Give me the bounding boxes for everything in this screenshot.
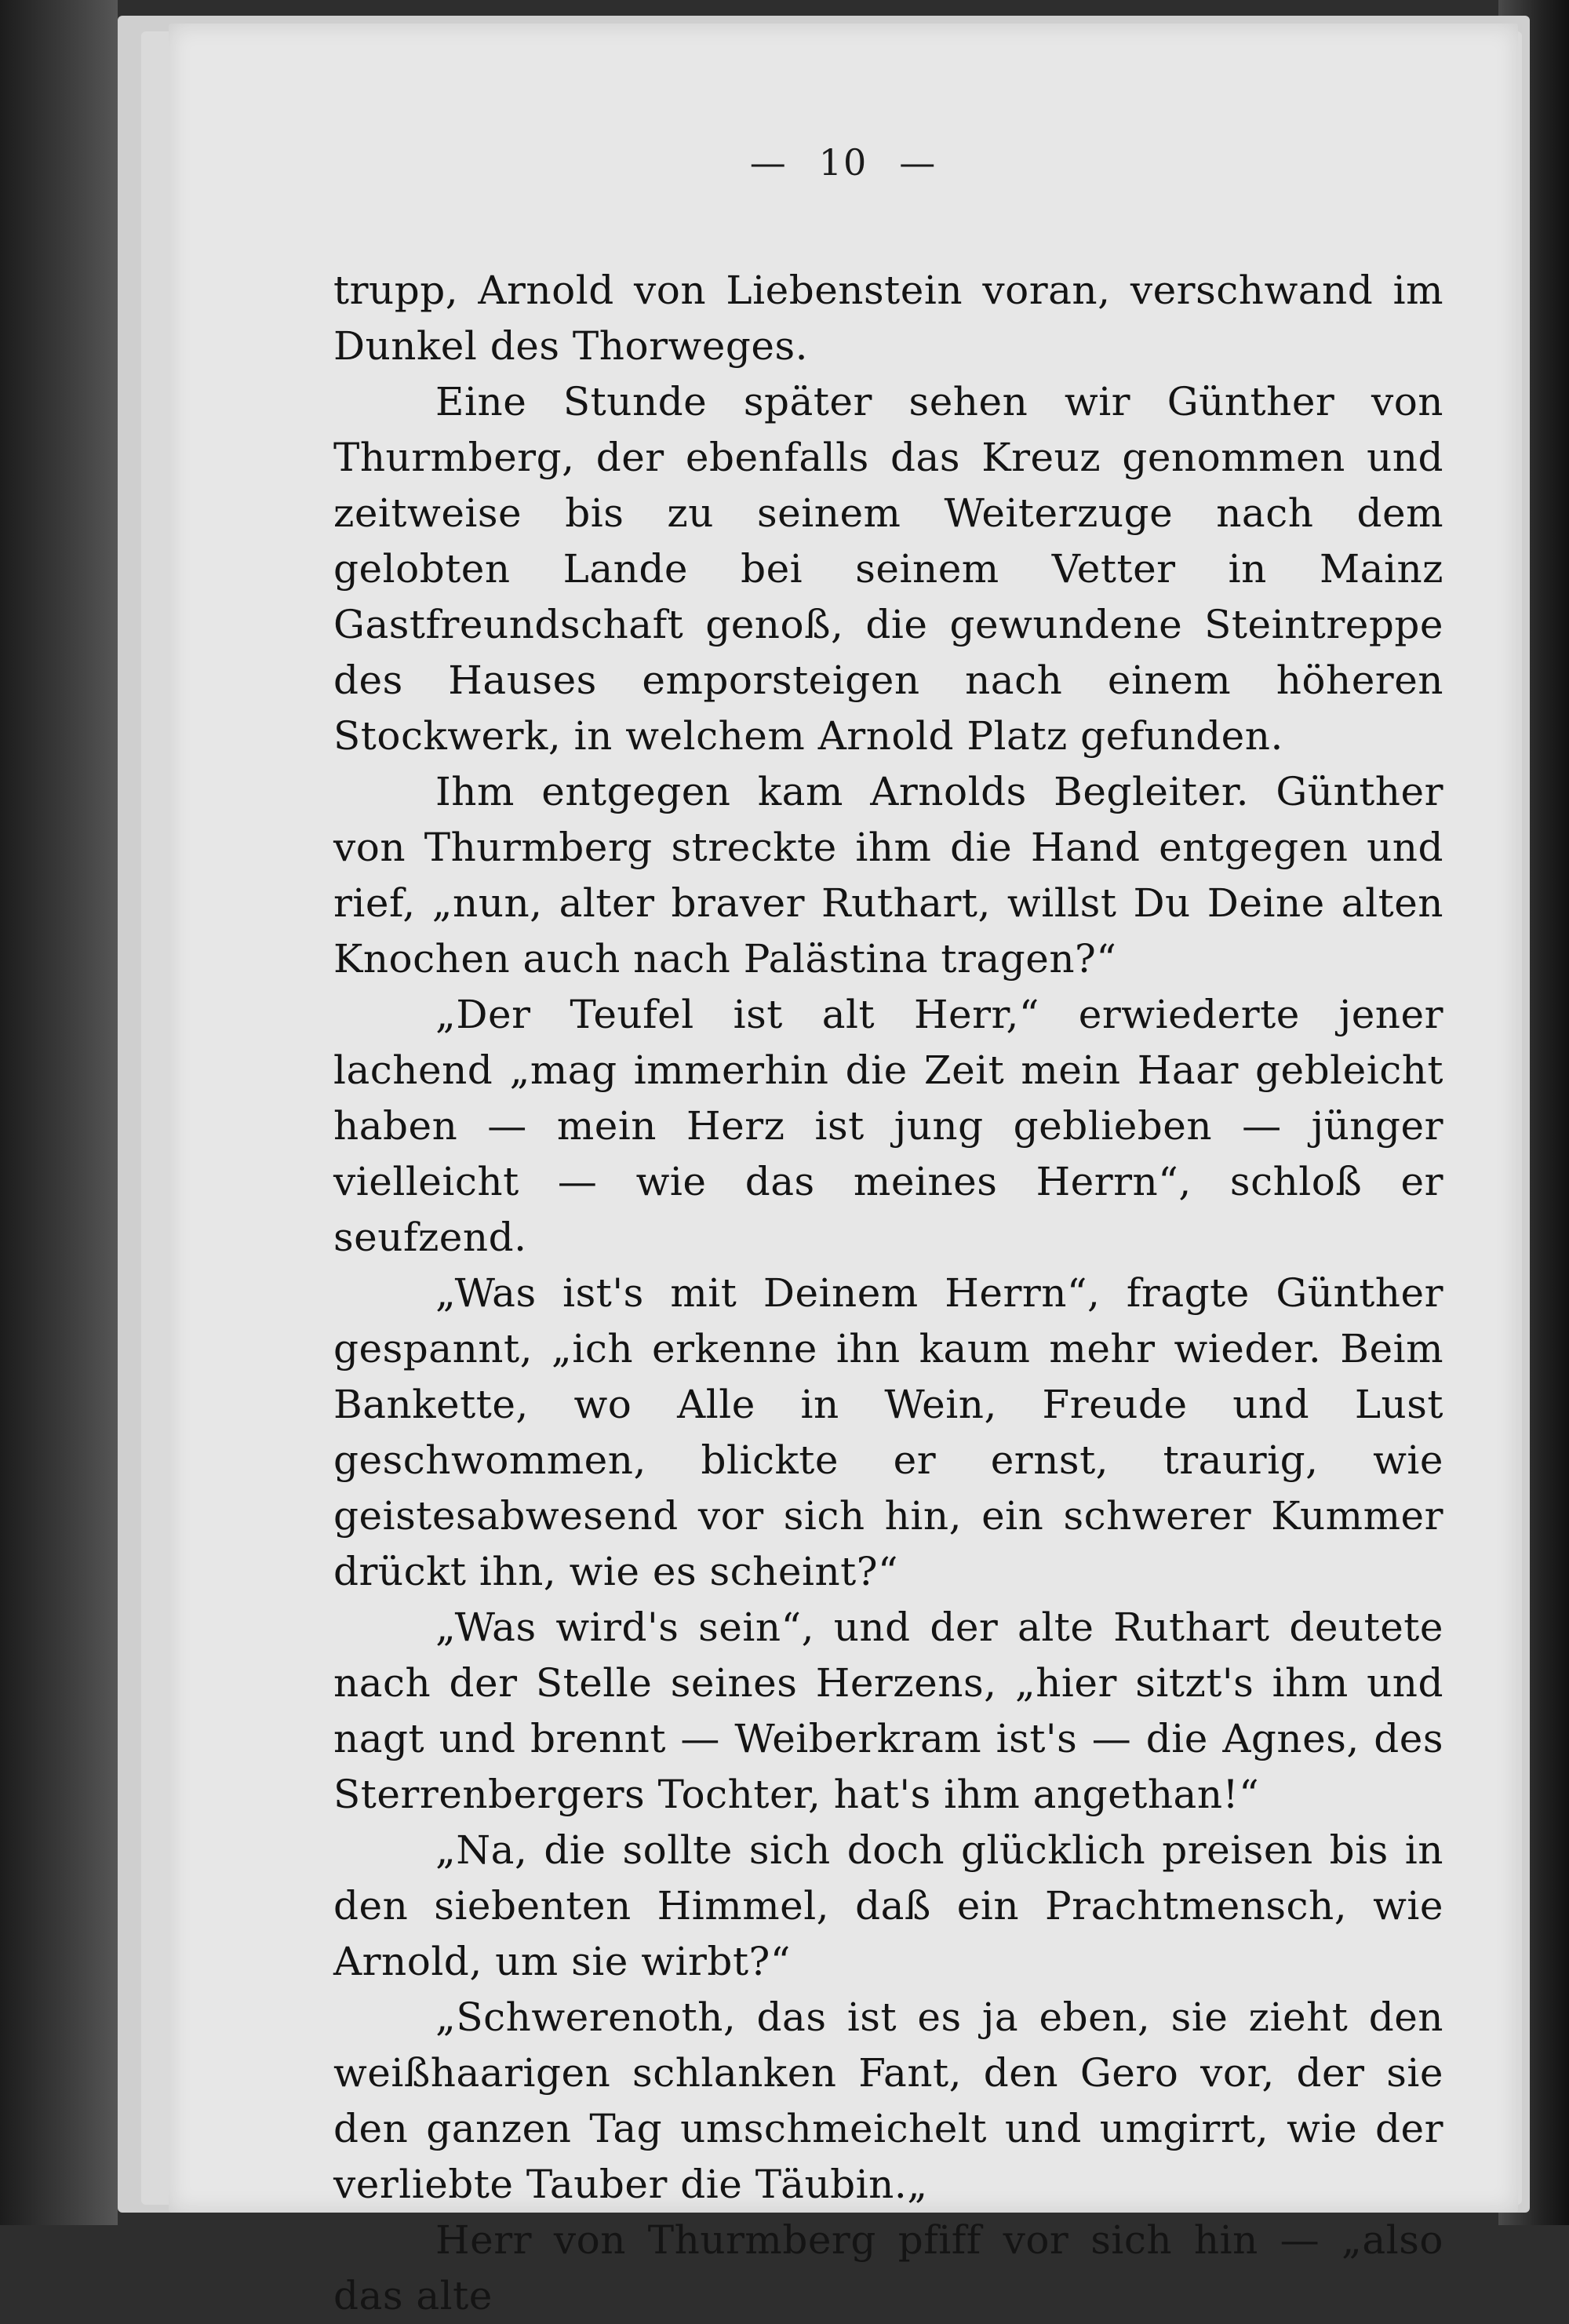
paragraph: „Was wird's sein“, und der alte Ruthart deutete nach der Stelle seines Herzens, „hier sitzt's ihm und nagt und brennt — Weiberkram ist's — die Agnes, des Sterrenbergers Tochter, hat's ihm angethan!“: [333, 1605, 1443, 1817]
paragraph: „Na, die sollte sich doch glücklich preisen bis in den siebenten Himmel, daß ein Prachtmensch, wie Arnold, um sie wirbt?“: [333, 1827, 1443, 1984]
page-number: [169, 141, 1518, 184]
page-number-dash-left: —: [749, 141, 788, 184]
page-number-value: 10: [818, 141, 868, 184]
body-text: [333, 263, 1443, 2324]
paragraph: Herr von Thurmberg pfiff vor sich hin — „also das alte: [333, 2217, 1443, 2319]
paragraph: trupp, Arnold von Liebenstein voran, verschwand im Dunkel des Thorweges.: [333, 268, 1443, 369]
paragraph: „Was ist's mit Deinem Herrn“, fragte Günther gespannt, „ich erkenne ihn kaum mehr wieder. Beim Bankette, wo Alle in Wein, Freude und Lust geschwommen, blickte er ernst, traurig, wie geistesabwesend vor sich hin, ein schwerer Kummer drückt ihn, wie es scheint?“: [333, 1270, 1443, 1594]
paragraph: Eine Stunde später sehen wir Günther von Thurmberg, der ebenfalls das Kreuz genommen und zeitweise bis zu seinem Weiterzuge nach dem gelobten Lande bei seinem Vetter in Mainz Gastfreundschaft genoß, die gewundene Steintreppe des Hauses emporsteigen nach einem höheren Stockwerk, in welchem Arnold Platz gefunden.: [333, 379, 1443, 759]
book-page: [169, 24, 1518, 2319]
page-number-dash-right: —: [899, 141, 937, 184]
scan-left-edge: [0, 0, 118, 2225]
paragraph: „Schwerenoth, das ist es ja eben, sie zieht den weißhaarigen schlanken Fant, den Gero vor, der sie den ganzen Tag umschmeichelt und umgirrt, wie der verliebte Tauber die Täubin.„: [333, 1994, 1443, 2207]
paragraph: „Der Teufel ist alt Herr,“ erwiederte jener lachend „mag immerhin die Zeit mein Haar gebleicht haben — mein Herz ist jung geblieben — jünger vielleicht — wie das meines Herrn“, schloß er seufzend.: [333, 992, 1443, 1260]
paragraph: Ihm entgegen kam Arnolds Begleiter. Günther von Thurmberg streckte ihm die Hand entgegen und rief, „nun, alter braver Ruthart, willst Du Deine alten Knochen auch nach Palästina tragen?“: [333, 769, 1443, 982]
